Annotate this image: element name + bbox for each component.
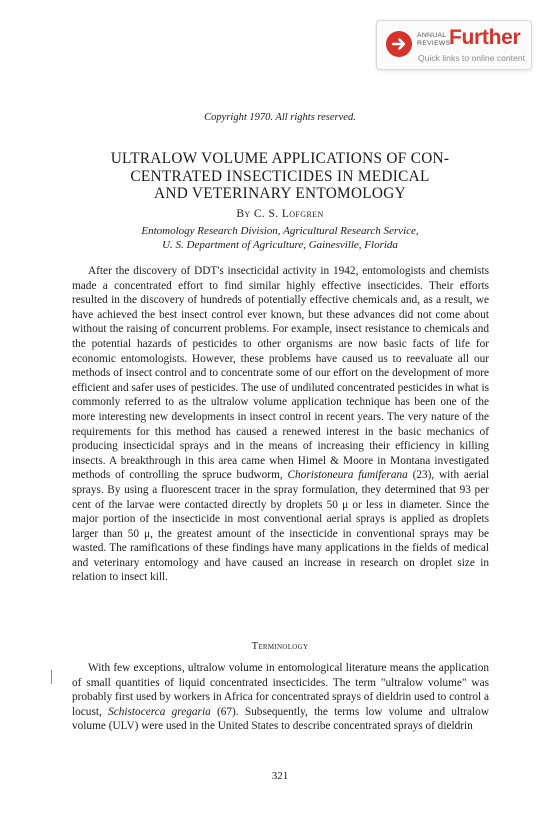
body-paragraph-intro (72, 264, 489, 585)
author-affiliation (0, 224, 560, 252)
author-byline: By C. S. Lofgren (236, 208, 324, 220)
article-title (60, 150, 500, 203)
paragraph-text: (23), with aerial sprays. By using a fluorescent tracer in the spray formulation, they determined that 93 per cent of the larvae were contacted directly by droplets 50 μ or less in diameter. Since the major portion of the insecticide in most conventional aerial sprays is applied as droplets larger than 50 μ, the greatest amount of the insecticide in conventional sprays may be wasted. The ramifications of these findings have many applications in the fields of medical and veterinary entomology and have caused an increase in research on droplet size in relation to insect kill. (72, 469, 489, 584)
affiliation-line: Entomology Research Division, Agricultural Research Service, (141, 225, 419, 237)
badge-subtitle: Quick links to online content (418, 53, 526, 63)
body-paragraph-terminology (72, 661, 489, 734)
section-heading: Terminology (251, 641, 309, 652)
page-number: 321 (271, 770, 289, 782)
margin-mark (51, 670, 52, 684)
affiliation-line: U. S. Department of Agriculture, Gainesville, Florida (162, 239, 398, 251)
badge-title: Further (449, 26, 521, 49)
title-line: CENTRATED INSECTICIDES IN MEDICAL (130, 167, 430, 185)
paragraph-text: (67). Subsequently, the terms low volume and ultralow volume (ULV) were used in the United States to describe concentrated sprays of dieldrin (72, 705, 489, 733)
title-line: AND VETERINARY ENTOMOLOGY (154, 185, 406, 202)
publisher-line-1: ANNUAL (417, 32, 447, 39)
copyright-notice: Copyright 1970. All rights reserved. (204, 112, 356, 123)
arrow-right-icon (386, 31, 412, 57)
title-line: ULTRALOW VOLUME APPLICATIONS OF CON- (110, 150, 450, 167)
species-name: Schistocerca gregaria (108, 705, 211, 718)
paragraph-text: With few exceptions, ultralow volume in entomological literature means the application of small quantities of liquid concentrated insecticides. The term "ultralow volume" was probably first used by workers in Africa for concentrated sprays of dieldrin used to control a locust, (72, 662, 489, 718)
publisher-line-2: REVIEWS (417, 39, 451, 47)
publisher-name (417, 32, 450, 47)
paragraph-text: After the discovery of DDT's insecticidal activity in 1942, entomologists and chemists made a concentrated effort to find similar highly effective insecticides. Their efforts resulted in the discovery of hundreds of potentially effective chemicals and, as a result, we have achieved the best insect control ever known, but these advances did not come about without the raising of concurrent problems. For example, insect resistance to chemicals and the potential hazards of pesticides to other organisms are now basic facts of life for economic entomologists. However, these problems have caused us to reevaluate all our methods of insect control and to concentrate some of our effort on the development of more efficient and safer uses of pesticides. The use of undiluted concentrated pesticides in what is commonly referred to as the ultralow volume application technique has been one of the more interesting new developments in insect control in recent years. The very nature of the requirements for this method has caused a renewed interest in the basic mechanics of producing insecticidal sprays and in the means of increasing their efficiency in killing insects. A breakthrough in this area came when Himel & Moore in Montana investigated methods of controlling the spruce budworm, (72, 265, 489, 482)
species-name: Choristoneura fumiferana (287, 469, 408, 482)
further-links-badge[interactable] (376, 20, 532, 70)
